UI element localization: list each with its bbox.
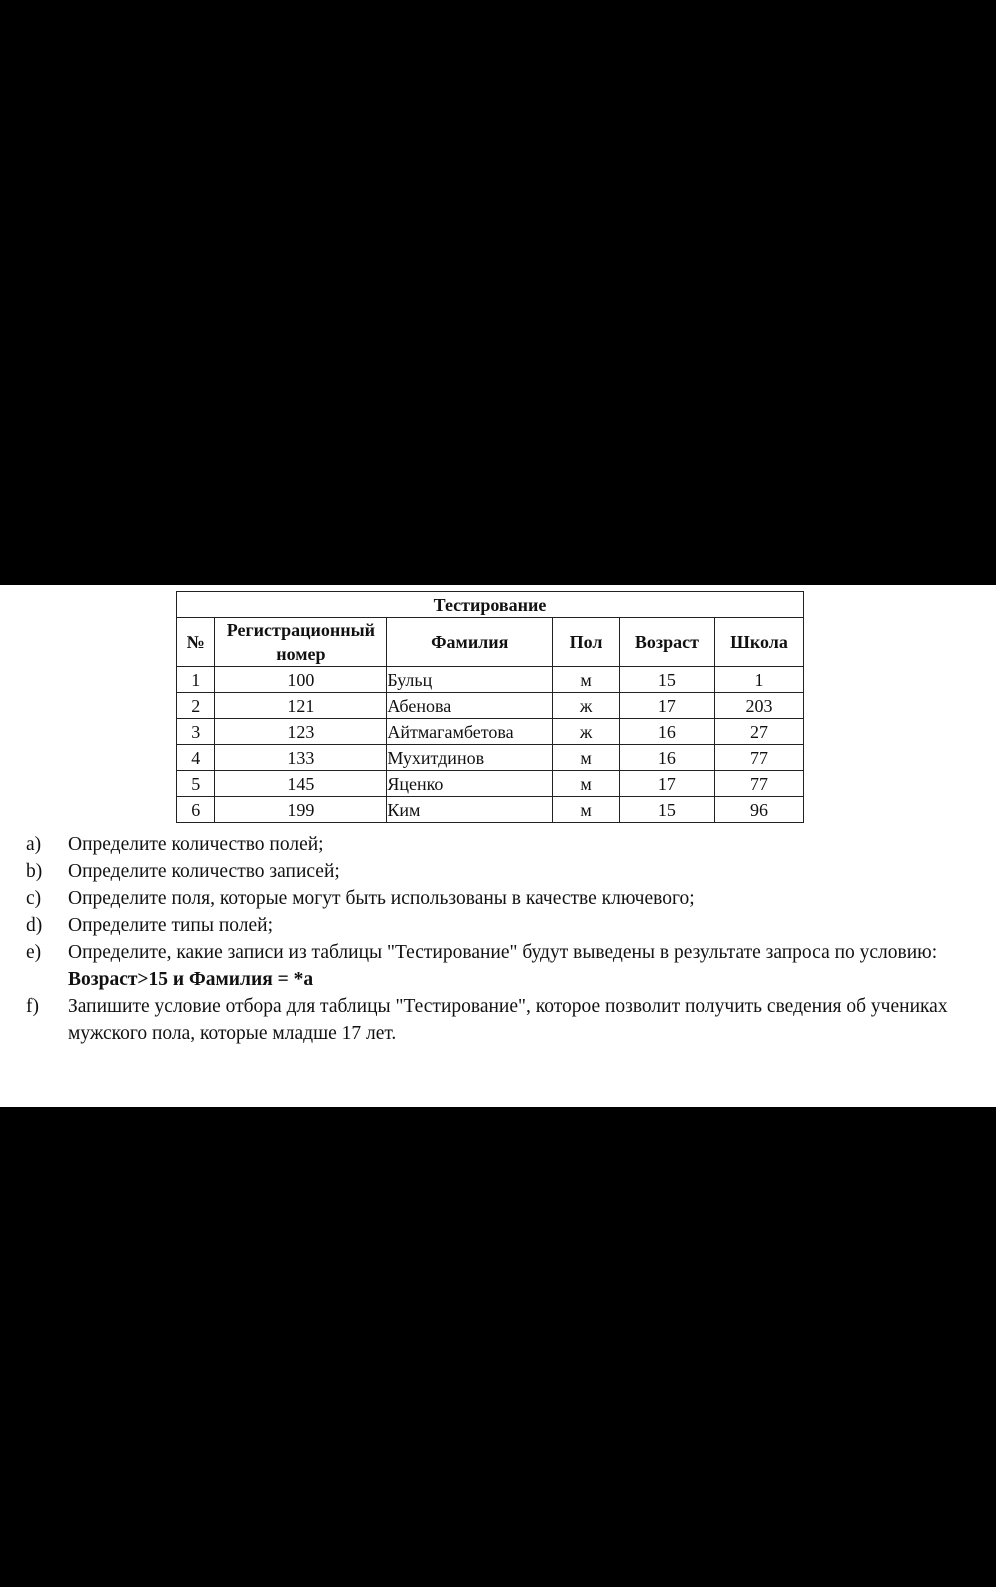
table-row	[177, 693, 804, 719]
testing-table	[176, 591, 804, 823]
cell-age: 15	[619, 797, 714, 823]
question-item	[26, 939, 986, 993]
cell-surname: Ким	[387, 797, 553, 823]
header-sex: Пол	[553, 618, 620, 667]
cell-surname: Абенова	[387, 693, 553, 719]
cell-reg: 121	[215, 693, 387, 719]
header-age: Возраст	[619, 618, 714, 667]
question-item	[26, 858, 986, 885]
cell-age: 16	[619, 719, 714, 745]
cell-num: 2	[177, 693, 215, 719]
cell-school: 1	[714, 667, 803, 693]
cell-school: 77	[714, 745, 803, 771]
cell-sex: м	[553, 797, 620, 823]
question-label: a)	[26, 834, 42, 855]
question-item	[26, 993, 986, 1047]
cell-sex: м	[553, 667, 620, 693]
question-item	[26, 831, 986, 858]
header-num: №	[177, 618, 215, 667]
table-row	[177, 797, 804, 823]
cell-sex: ж	[553, 719, 620, 745]
cell-age: 17	[619, 771, 714, 797]
cell-sex: м	[553, 745, 620, 771]
table-row	[177, 667, 804, 693]
cell-surname: Бульц	[387, 667, 553, 693]
cell-reg: 199	[215, 797, 387, 823]
cell-school: 27	[714, 719, 803, 745]
cell-num: 5	[177, 771, 215, 797]
cell-reg: 100	[215, 667, 387, 693]
table-row	[177, 771, 804, 797]
question-text-wrap	[68, 939, 986, 993]
cell-age: 17	[619, 693, 714, 719]
cell-reg: 123	[215, 719, 387, 745]
cell-school: 77	[714, 771, 803, 797]
question-list	[26, 831, 986, 1047]
query-condition: Возраст>15 и Фамилия = *а	[68, 969, 314, 990]
question-item	[26, 912, 986, 939]
question-text: Запишите условие отбора для таблицы "Тестирование", которое позволит получить сведения об учениках мужского пола, которые младше 17 лет.	[68, 996, 948, 1044]
cell-age: 16	[619, 745, 714, 771]
question-label: d)	[26, 915, 43, 936]
cell-age: 15	[619, 667, 714, 693]
question-text: Определите типы полей;	[68, 915, 273, 936]
cell-surname: Яценко	[387, 771, 553, 797]
header-reg: Регистрационный номер	[215, 618, 387, 667]
question-label: c)	[26, 888, 42, 909]
table-row	[177, 719, 804, 745]
cell-num: 3	[177, 719, 215, 745]
question-text: Определите поля, которые могут быть использованы в качестве ключевого;	[68, 888, 695, 909]
header-school: Школа	[714, 618, 803, 667]
cell-num: 6	[177, 797, 215, 823]
question-text: Определите, какие записи из таблицы "Тестирование" будут выведены в результате запроса по условию:	[68, 942, 938, 963]
question-label: b)	[26, 861, 43, 882]
document-page	[0, 585, 996, 1107]
question-item	[26, 885, 986, 912]
cell-reg: 133	[215, 745, 387, 771]
question-text: Определите количество записей;	[68, 861, 340, 882]
cell-school: 96	[714, 797, 803, 823]
question-label: e)	[26, 942, 42, 963]
table-caption: Тестирование	[177, 592, 804, 618]
question-text: Определите количество полей;	[68, 834, 324, 855]
cell-num: 1	[177, 667, 215, 693]
cell-sex: м	[553, 771, 620, 797]
cell-sex: ж	[553, 693, 620, 719]
cell-surname: Мухитдинов	[387, 745, 553, 771]
cell-reg: 145	[215, 771, 387, 797]
header-surname: Фамилия	[387, 618, 553, 667]
cell-num: 4	[177, 745, 215, 771]
cell-school: 203	[714, 693, 803, 719]
cell-surname: Айтмагамбетова	[387, 719, 553, 745]
table-row	[177, 745, 804, 771]
question-label: f)	[26, 996, 39, 1017]
